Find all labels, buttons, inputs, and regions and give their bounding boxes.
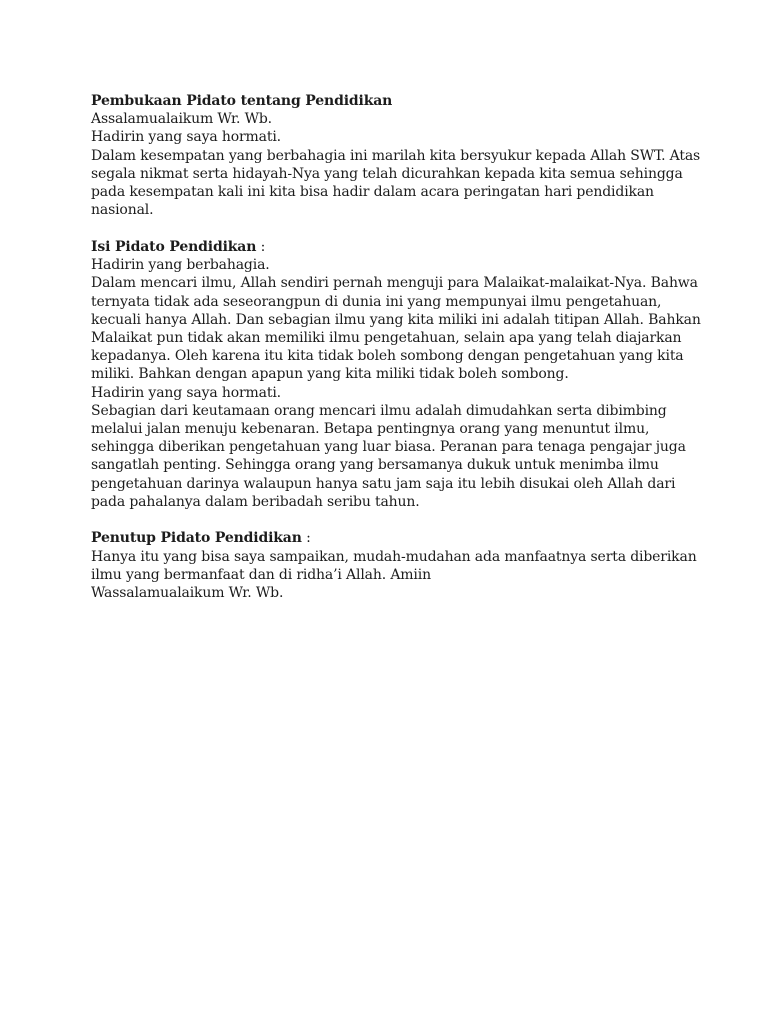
section-opening (91, 92, 701, 219)
paragraph-line: melalui jalan menuju kebenaran. Betapa pentingnya orang yang menuntut ilmu, (91, 420, 650, 437)
paragraph-line: segala nikmat serta hidayah-Nya yang telah dicurahkan kepada kita semua sehingga (91, 165, 683, 182)
paragraph-line: miliki. Bahkan dengan apapun yang kita miliki tidak boleh sombong. (91, 366, 569, 383)
section-spacer (91, 511, 691, 530)
heading-colon: : (256, 238, 266, 255)
paragraph-line: Assalamualaikum Wr. Wb. (91, 111, 272, 128)
heading-text: Penutup Pidato Pendidikan (91, 530, 302, 547)
paragraph-line: ilmu yang bermanfaat dan di ridha’i Allah. Amiin (91, 566, 431, 583)
paragraph-line: pada pahalanya dalam beribadah seribu tahun. (91, 493, 420, 510)
paragraph-line: kecuali hanya Allah. Dan sebagian ilmu yang kita miliki ini adalah titipan Allah. Bahkan (91, 311, 701, 328)
paragraph-line: nasional. (91, 202, 154, 219)
heading-colon: : (301, 530, 311, 547)
section-heading (91, 238, 691, 256)
paragraph-line: Hadirin yang saya hormati. (91, 129, 281, 146)
paragraph-line: ternyata tidak ada seseorangpun di dunia ini yang mempunyai ilmu pengetahuan, (91, 293, 662, 310)
paragraph-line: Hanya itu yang bisa saya sampaikan, mudah-mudahan ada manfaatnya serta diberikan (91, 548, 697, 565)
paragraph-line: Wassalamualaikum Wr. Wb. (91, 585, 284, 602)
section-heading (91, 92, 691, 110)
paragraph-line: Hadirin yang berbahagia. (91, 257, 270, 274)
paragraph-line: kepadanya. Oleh karena itu kita tidak boleh sombong dengan pengetahuan yang kita (91, 348, 684, 365)
section-heading (91, 529, 691, 547)
paragraph-line: Dalam mencari ilmu, Allah sendiri pernah menguji para Malaikat-malaikat-Nya. Bahwa (91, 275, 698, 292)
paragraph-line: pengetahuan darinya walaupun hanya satu jam saja itu lebih disukai oleh Allah dari (91, 475, 676, 492)
paragraph-line: Hadirin yang saya hormati. (91, 384, 281, 401)
paragraph-line: Sebagian dari keutamaan orang mencari ilmu adalah dimudahkan serta dibimbing (91, 402, 667, 419)
paragraph-line: sangatlah penting. Sehingga orang yang bersamanya dukuk untuk menimba ilmu (91, 457, 659, 474)
heading-text: Isi Pidato Pendidikan (91, 238, 257, 255)
paragraph-line: pada kesempatan kali ini kita bisa hadir dalam acara peringatan hari pendidikan (91, 184, 654, 201)
paragraph-line: sehingga diberikan pengetahuan yang luar biasa. Peranan para tenaga pengajar juga (91, 439, 686, 456)
heading-text: Pembukaan Pidato tentang Pendidikan (91, 93, 393, 109)
section-closing (91, 529, 697, 602)
paragraph-line: Dalam kesempatan yang berbahagia ini marilah kita bersyukur kepada Allah SWT. Atas (91, 147, 701, 164)
section-content (91, 238, 701, 511)
section-spacer (91, 219, 691, 238)
document-page (91, 92, 701, 602)
paragraph-line: Malaikat pun tidak akan memiliki ilmu pengetahuan, selain apa yang telah diajarkan (91, 329, 682, 346)
